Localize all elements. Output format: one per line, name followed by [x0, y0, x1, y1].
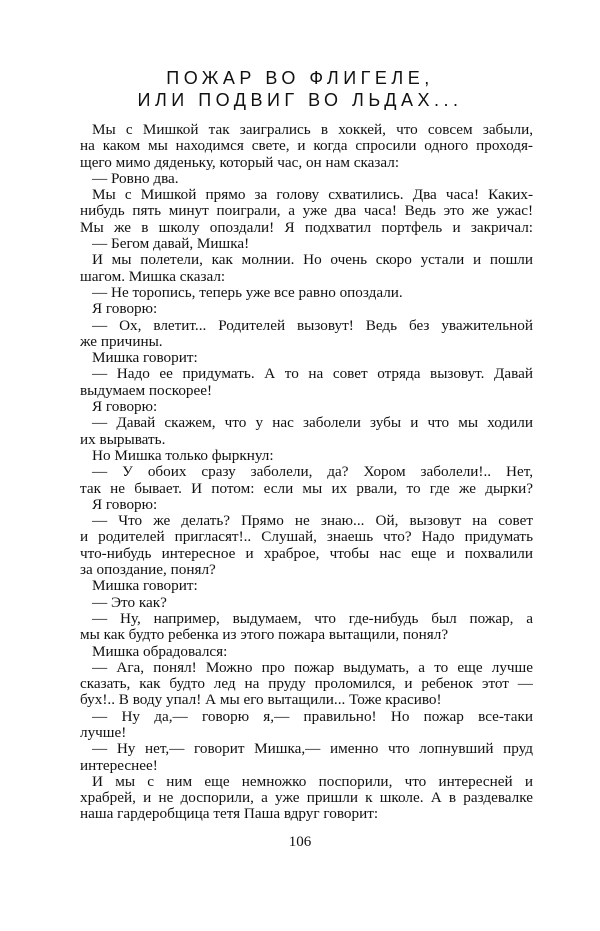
text-line: бух!.. В воду упал! А мы его вытащили... Тоже красиво! [80, 691, 442, 709]
text-line: Я говорю: [92, 300, 158, 318]
text-line: — Ох, влетит... Родителей вызовут! Ведь без уважительной [92, 317, 533, 334]
text-line: лучше! [80, 723, 127, 741]
text-line: — Что же делать? Прямо не знаю... Ой, вызовут на совет [92, 513, 533, 530]
page-number: 106 [288, 834, 312, 850]
text-line: храбрей, и не доспорили, а уже пришли к школе. А в раздевалке [80, 790, 533, 807]
text-line: Но Мишка только фыркнул: [92, 446, 274, 464]
text-line: их вырывать. [80, 430, 166, 448]
text-line: — Это как? [92, 593, 167, 611]
text-line: И мы полетели, как молнии. Но очень скоро устали и пошли [92, 252, 533, 269]
text-line: же причины. [80, 332, 163, 350]
text-line: Мы с Мишкой прямо за голову схватились. Два часа! Каких- [92, 187, 533, 204]
text-line: и родителей пригласят!.. Слушай, знаешь что? Надо придумать [80, 529, 533, 546]
text-line: мы как будто ребенка из этого пожара вытащили, понял? [80, 626, 449, 644]
text-line: Мишка говорит: [92, 577, 198, 595]
text-line: — Ага, понял! Можно про пожар выдумать, а то еще лучше [92, 659, 533, 676]
body-text [80, 122, 533, 823]
text-line: — Давай скажем, что у нас заболели зубы и что мы ходили [92, 415, 533, 432]
text-line: так не бывает. И потом: если мы их рвали, то где же дырки? [80, 480, 533, 497]
text-line: — Ровно два. [92, 169, 179, 187]
text-line: щего мимо дяденьку, который час, он нам сказал: [80, 153, 400, 171]
text-line: на каком мы находимся свете, и когда спросили одного проходя- [80, 138, 533, 155]
text-line: что-нибудь интересное и храброе, чтобы нас еще и похвалили [80, 545, 533, 562]
chapter-title-line-2: ИЛИ ПОДВИГ ВО ЛЬДАХ... [137, 90, 463, 110]
text-line: шагом. Мишка сказал: [80, 267, 226, 285]
text-line: — Надо ее придумать. А то на совет отряда вызовут. Давай [92, 366, 533, 383]
text-line: — Не торопись, теперь уже все равно опоздали. [92, 283, 403, 301]
text-line: — Бегом давай, Мишка! [92, 235, 250, 253]
text-line: интереснее! [80, 756, 158, 774]
text-line: — Ну да,— говорю я,— правильно! Но пожар все-таки [92, 708, 533, 725]
text-line: нибудь пять минут поиграли, а уже два часа! Ведь это же ужас! [80, 203, 533, 220]
text-line: — У обоих сразу заболели, да? Хором заболели!.. Нет, [92, 464, 533, 481]
text-line: наша гардеробщица тетя Паша вдруг говорит: [80, 805, 379, 823]
text-line: И мы с ним еще немножко поспорили, что интересней и [92, 773, 533, 790]
text-line: — Ну, например, выдумаем, что где-нибудь был пожар, а [92, 610, 533, 627]
text-line: Мы же в школу опоздали! Я подхватил портфель и закричал: [80, 219, 533, 236]
text-line: Я говорю: [92, 495, 158, 513]
text-line: выдумаем поскорее! [80, 381, 213, 399]
text-line: Мы с Мишкой так заигрались в хоккей, что совсем забыли, [92, 122, 533, 138]
text-line: Мишка обрадовался: [92, 642, 228, 660]
text-line: — Ну нет,— говорит Мишка,— именно что лопнувший пруд [92, 741, 533, 758]
text-line: сказать, как будто лед на пруду проломился, и ребенок этот — [80, 676, 533, 693]
chapter-title-line-1: ПОЖАР ВО ФЛИГЕЛЕ, [166, 68, 434, 88]
text-line: за опоздание, понял? [80, 561, 216, 579]
text-line: Я говорю: [92, 398, 158, 416]
text-line: Мишка говорит: [92, 349, 198, 367]
